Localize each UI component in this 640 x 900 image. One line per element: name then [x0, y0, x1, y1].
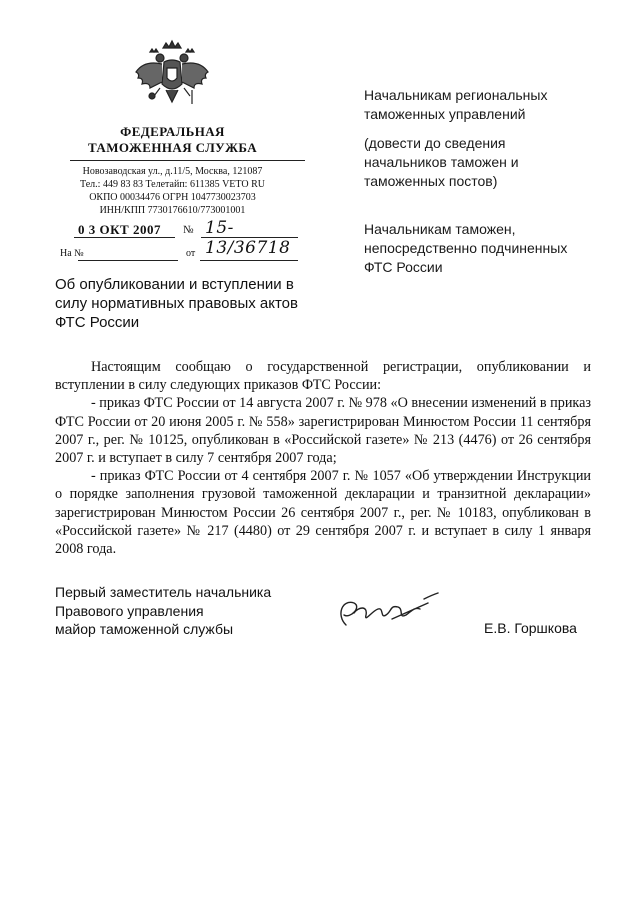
state-emblem-icon — [130, 38, 214, 110]
addressee-3-line2: непосредственно подчиненных — [364, 240, 568, 256]
addressee-2-line3: таможенных постов) — [364, 173, 498, 189]
addressee-block-3 — [364, 220, 624, 277]
addressee-2-line2: начальников таможен и — [364, 154, 519, 170]
addressee-3-line1: Начальникам таможен, — [364, 221, 516, 237]
in-reply-line — [60, 248, 300, 266]
subject-line3: ФТС России — [55, 314, 140, 331]
from-underline — [200, 260, 298, 261]
signer-title-line1: Первый заместитель начальника — [55, 584, 272, 600]
body-item-1: - приказ ФТС России от 14 августа 2007 г. № 978 «О внесении изменений в приказ ФТС России от 20 июня 2005 г. № 558» зарегистрирован Минюстом России 11 сентября 2007 г., рег. № 10125, опубликован в «Российской газете» № 213 (4476) от 26 сентября 2007 г. и вступает в силу 7 сентября 2007 года; — [55, 395, 591, 467]
subject-line1: Об опубликовании и вступлении в — [55, 276, 294, 293]
number-label: № — [183, 224, 194, 236]
number-underline — [201, 237, 298, 238]
signer-title — [55, 583, 285, 639]
address-line2: Тел.: 449 83 83 Телетайп: 611385 VETO RU — [80, 179, 265, 190]
letter-body — [55, 358, 591, 558]
from-label: от — [186, 248, 196, 259]
signer-title-line3: майор таможенной службы — [55, 621, 234, 637]
org-divider — [70, 160, 305, 161]
addressee-3-line3: ФТС России — [364, 259, 443, 275]
address-line1: Новозаводская ул., д.11/5, Москва, 121087 — [82, 166, 263, 177]
handwritten-signature — [328, 585, 448, 645]
subject-line2: силу нормативных правовых актов — [55, 295, 298, 312]
body-item-2: - приказ ФТС России от 4 сентября 2007 г. № 1057 «Об утверждении Инструкции о порядке заполнения грузовой таможенной декларации и транзитной декларации» зарегистрирован Минюстом России 26 сентября 2007 г., рег. № 10183, опубликован в «Российской газете» № 217 (4480) от 29 сентября 2007 г. и вступает в силу 1 января 2008 года. — [55, 468, 591, 558]
in-reply-label: На № — [60, 248, 84, 259]
date-underline — [74, 237, 175, 238]
org-name-line1: ФЕДЕРАЛЬНАЯ — [120, 124, 225, 139]
addressee-1-line1: Начальникам региональных — [364, 87, 548, 103]
org-name-line2: ТАМОЖЕННАЯ СЛУЖБА — [87, 140, 257, 155]
in-reply-underline — [78, 260, 178, 261]
address-line3: ОКПО 00034476 ОГРН 1047730023703 — [89, 192, 256, 203]
registration-number: 15-13/36718 — [205, 218, 291, 258]
body-intro: Настоящим сообщаю о государственной регистрации, опубликовании и вступлении в силу следующих приказов ФТС России: — [55, 359, 591, 394]
registration-date: 0 3 ОКТ 2007 — [78, 222, 161, 237]
addressee-2-line1: (довести до сведения — [364, 135, 506, 151]
addressee-block-2 — [364, 134, 624, 191]
addressee-1-line2: таможенных управлений — [364, 106, 526, 122]
address-line4: ИНН/КПП 7730176610/773001001 — [99, 205, 246, 216]
addressee-block-1 — [364, 86, 624, 124]
signer-name: Е.В. Горшкова — [484, 620, 577, 636]
signer-title-line2: Правового управления — [55, 602, 204, 619]
letter-subject — [55, 275, 305, 332]
